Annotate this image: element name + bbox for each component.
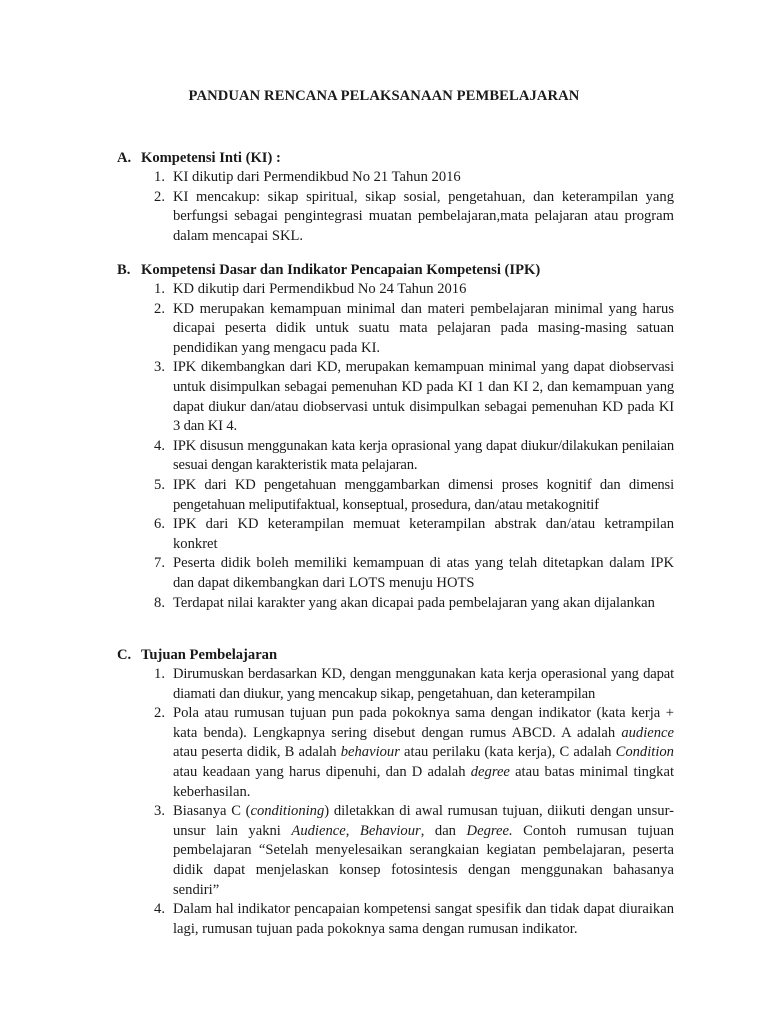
item-number: 3. [154, 803, 165, 820]
text-run: , [345, 822, 360, 839]
list-item [117, 515, 674, 554]
item-text: IPK dari KD keterampilan memuat keterampilan abstrak dan/atau ketrampilan konkret [173, 516, 674, 552]
item-text: KD merupakan kemampuan minimal dan materi pembelajaran minimal yang harus dicapai peserta didik untuk suatu mata pelajaran pada masing-masing satuan pendidikan yang mengacu pada KI. [173, 300, 674, 356]
list-item [117, 802, 674, 900]
section-letter: A. [117, 150, 132, 166]
item-number: 1. [154, 169, 165, 185]
item-number: 1. [154, 281, 165, 297]
text-run: Biasanya C ( [173, 803, 251, 820]
list-item [117, 168, 674, 188]
section-kompetensi-inti [117, 148, 674, 246]
item-text: Peserta didik boleh memiliki kemampuan di atas yang telah ditetapkan dalam IPK dan dapat dikembangkan dari LOTS menuju HOTS [173, 555, 674, 591]
text-run: atau batas minimal tingkat keberhasilan. [173, 763, 675, 800]
section-title: Tujuan Pembelajaran [141, 647, 278, 663]
italic-term: Behaviour [359, 822, 421, 839]
text-run: Pola atau rumusan tujuan pun pada pokoknya sama dengan indikator (kata kerja + kata benda). Lengkapnya sering disebut dengan rumus ABCD. A adalah [173, 705, 674, 741]
list-item [117, 594, 674, 614]
italic-term: conditioning [250, 803, 325, 820]
item-text: IPK dikembangkan dari KD, merupakan kemampuan minimal yang dapat diobservasi untuk disimpulkan sebagai pemenuhan KD pada KI 1 dan KI 2, dan kemampuan yang dapat diukur dan/atau diobservasi untuk disimpulkan sebagai pemenuhan KD pada KI 3 dan KI 4. [173, 359, 674, 435]
item-number: 6. [154, 516, 165, 533]
item-text: IPK dari KD pengetahuan menggambarkan dimensi proses kognitif dan dimensi pengetahuan meliputifaktual, konseptual, prosedura, dan/atau metakognitif [173, 476, 674, 513]
item-text [173, 802, 674, 900]
text-run: ) diletakkan di awal rumusan tujuan, diikuti dengan unsur-unsur lain yakni [173, 803, 674, 839]
list-item [117, 300, 674, 359]
item-text: Terdapat nilai karakter yang akan dicapai pada pembelajaran yang akan dijalankan [173, 594, 655, 611]
item-number: 8. [154, 594, 165, 611]
list-item [117, 665, 674, 704]
list-item [117, 358, 674, 436]
item-number: 7. [154, 555, 165, 572]
item-number: 4. [154, 901, 165, 918]
section-heading [117, 148, 674, 168]
item-number: 2. [154, 705, 165, 722]
italic-term: behaviour [340, 744, 400, 761]
item-text: KI dikutip dari Permendikbud No 21 Tahun 2016 [173, 169, 461, 185]
section-heading [117, 260, 674, 280]
item-list [117, 280, 674, 613]
item-text: Dirumuskan berdasarkan KD, dengan menggunakan kata kerja operasional yang dapat diamati dan diukur, yang mencakup sikap, pengetahuan, dan keterampilan [173, 666, 674, 702]
section-heading [117, 645, 674, 665]
section-letter: B. [117, 262, 131, 278]
italic-term: audience [621, 724, 674, 741]
item-text: IPK disusun menggunakan kata kerja oprasional yang dapat diukur/dilakukan penilaian sesuai dengan karakteristik mata pelajaran. [173, 437, 674, 474]
item-text: Dalam hal indikator pencapaian kompetensi sangat spesifik dan tidak dapat diuraikan lagi, rumusan tujuan pada pokoknya sama dengan rumusan indikator. [173, 901, 674, 937]
text-run: atau keadaan yang harus dipenuhi, dan D adalah [173, 763, 471, 780]
section-tujuan-pembelajaran [117, 645, 674, 939]
section-kompetensi-dasar [117, 260, 674, 613]
list-item [117, 437, 674, 476]
section-title: Kompetensi Inti (KI) : [141, 150, 281, 166]
text-run: atau perilaku (kata kerja), C adalah [399, 744, 616, 761]
item-number: 5. [154, 476, 165, 493]
item-number: 3. [154, 359, 165, 376]
list-item [117, 280, 674, 300]
page-title: PANDUAN RENCANA PELAKSANAAN PEMBELAJARAN [188, 88, 580, 104]
item-text: KI mencakup: sikap spiritual, sikap sosial, pengetahuan, dan keterampilan yang berfungsi sebagai pengintegrasi muatan pembelajaran,mata pelajaran atau program dalam mencapai SKL. [173, 188, 674, 244]
italic-term: Audience [291, 822, 346, 839]
list-item [117, 554, 674, 593]
text-run: , dan [420, 822, 467, 839]
italic-term: Degree. [466, 822, 513, 839]
item-text [173, 704, 674, 802]
italic-term: degree [470, 763, 510, 780]
item-text: KD dikutip dari Permendikbud No 24 Tahun 2016 [173, 281, 467, 297]
item-list [117, 168, 674, 246]
section-letter: C. [117, 647, 132, 663]
item-number: 2. [154, 188, 165, 205]
item-number: 4. [154, 437, 165, 454]
italic-term: Condition [615, 744, 674, 761]
text-run: atau peserta didik, B adalah [173, 744, 341, 761]
text-run: Contoh rumusan tujuan pembelajaran “Setelah menyelesaikan serangkaian kegiatan pembelajaran, peserta didik dapat menjelaskan konsep fotosintesis dengan menggunakan bahasanya sendiri” [173, 822, 674, 898]
list-item [117, 900, 674, 939]
list-item [117, 704, 674, 802]
section-title: Kompetensi Dasar dan Indikator Pencapaian Kompetensi (IPK) [141, 262, 541, 278]
list-item [117, 188, 674, 247]
item-number: 1. [154, 666, 165, 682]
list-item [117, 476, 674, 515]
item-number: 2. [154, 300, 165, 317]
item-list [117, 665, 674, 939]
